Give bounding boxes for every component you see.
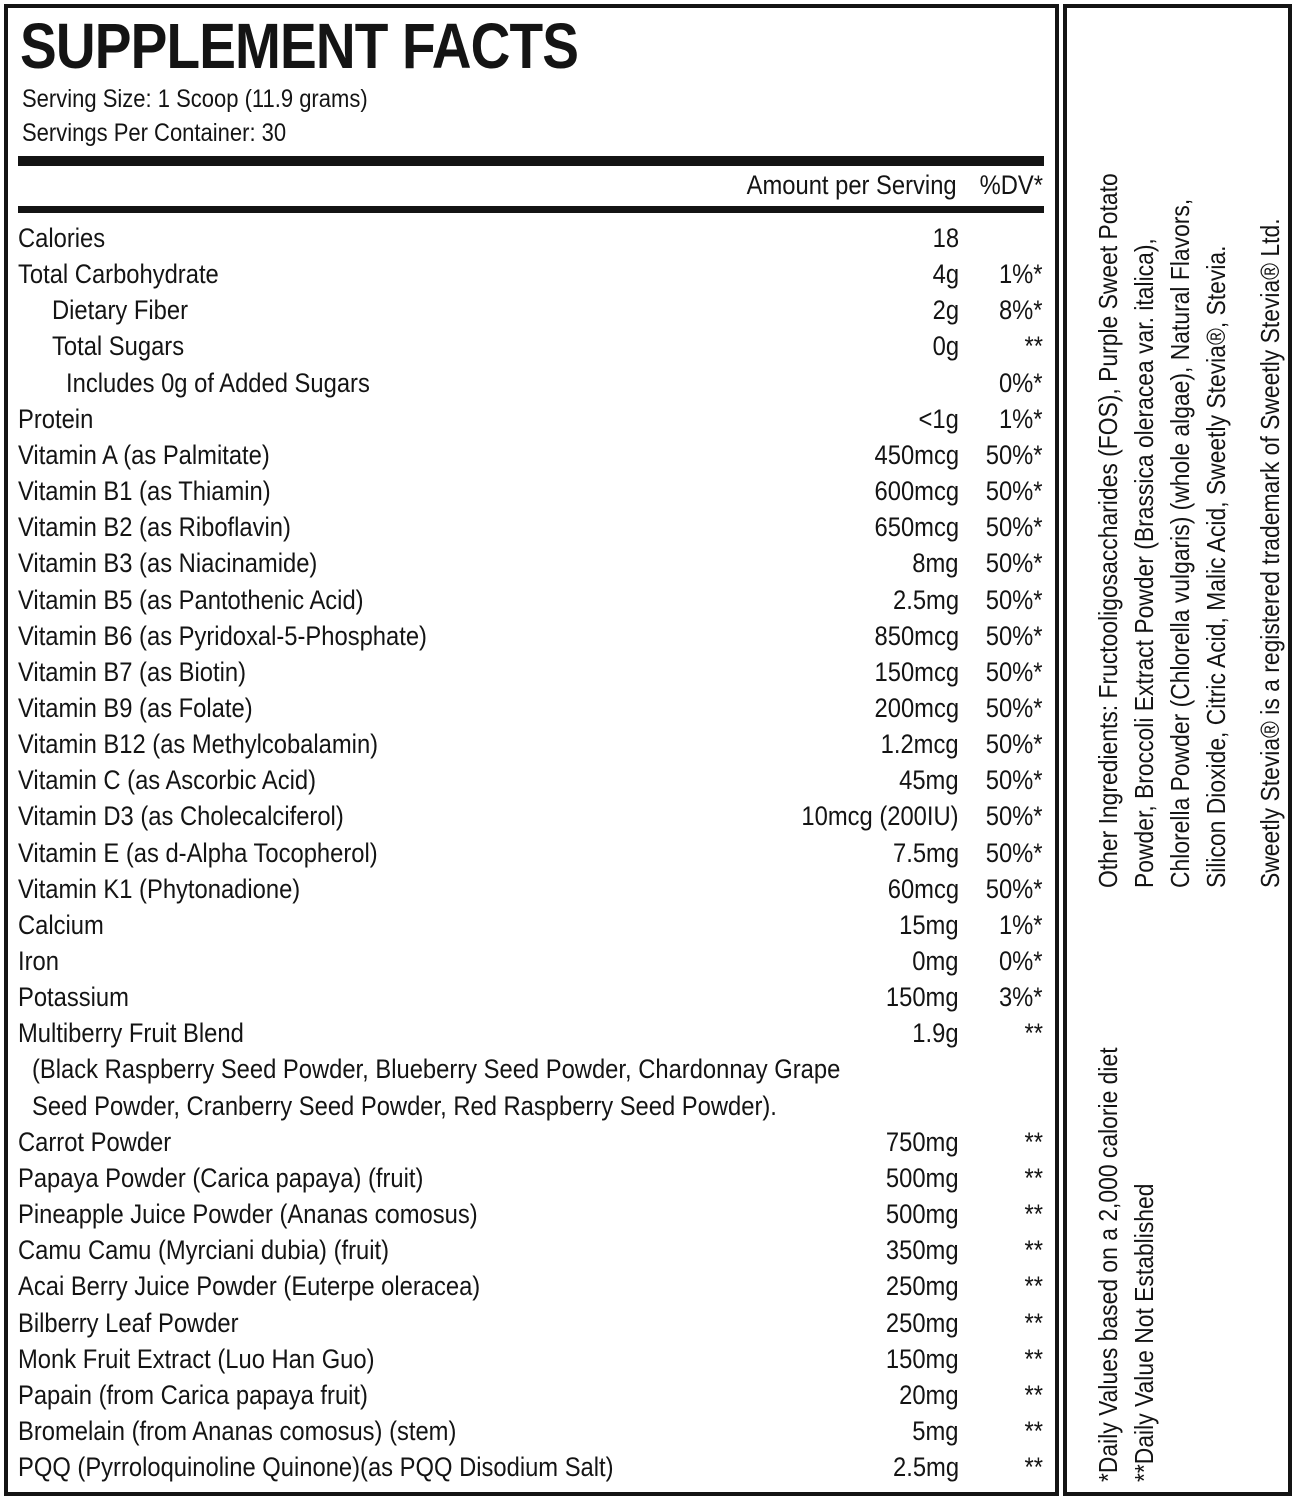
- nutrient-amount: <1g: [918, 403, 959, 434]
- nutrient-name: PQQ (Pyrroloquinoline Quinone)(as PQQ Disodium Salt): [18, 1452, 614, 1483]
- nutrient-name: Potassium: [18, 982, 129, 1013]
- nutrient-name: Vitamin B3 (as Niacinamide): [18, 548, 318, 579]
- nutrient-row: [0, 1232, 1059, 1268]
- label-title: SUPPLEMENT FACTS: [20, 10, 579, 82]
- thick-divider: [18, 156, 1044, 166]
- nutrient-name: Papain (from Carica papaya fruit): [18, 1379, 368, 1410]
- nutrient-name: Monk Fruit Extract (Luo Han Guo): [18, 1343, 375, 1374]
- nutrient-dv: **: [1024, 1307, 1043, 1338]
- nutrient-name: Includes 0g of Added Sugars: [66, 367, 370, 398]
- nutrient-amount: 10mcg (200IU): [801, 801, 959, 832]
- nutrient-row: [0, 328, 1059, 364]
- footnote-daily-values: *Daily Values based on a 2,000 calorie diet: [1093, 1047, 1123, 1482]
- trademark-notice: Sweetly Stevia® is a registered trademark of Sweetly Stevia® Ltd.: [1255, 218, 1285, 888]
- nutrient-dv: 1%*: [999, 403, 1043, 434]
- nutrient-name: Acai Berry Juice Powder (Euterpe oleracea): [18, 1271, 481, 1302]
- nutrient-amount: 0g: [932, 331, 959, 362]
- nutrient-dv: 50%*: [986, 873, 1043, 904]
- nutrient-row: [0, 618, 1059, 654]
- nutrient-dv: 50%*: [986, 439, 1043, 470]
- nutrient-amount: 1.9g: [912, 1018, 959, 1049]
- nutrient-row: [0, 762, 1059, 798]
- nutrient-row: [0, 943, 1059, 979]
- footnote-not-established: **Daily Value Not Established: [1129, 1183, 1159, 1482]
- nutrient-name: Total Carbohydrate: [18, 259, 219, 290]
- nutrient-amount: 2g: [932, 295, 959, 326]
- nutrient-dv: **: [1024, 1018, 1043, 1049]
- other-ingredients-line: Silicon Dioxide, Citric Acid, Malic Acid, Sweetly Stevia®, Stevia.: [1201, 245, 1231, 888]
- nutrient-row: [0, 1377, 1059, 1413]
- header-divider: [18, 206, 1044, 213]
- nutrient-row: [0, 871, 1059, 907]
- nutrient-row: [0, 1305, 1059, 1341]
- nutrient-dv: 50%*: [986, 512, 1043, 543]
- nutrient-name: Carrot Powder: [18, 1126, 172, 1157]
- other-ingredients-panel: [1090, 38, 1295, 888]
- nutrient-dv: **: [1024, 331, 1043, 362]
- nutrient-row: [0, 545, 1059, 581]
- nutrient-amount: 45mg: [899, 765, 959, 796]
- nutrient-name: Vitamin E (as d-Alpha Tocopherol): [18, 837, 378, 868]
- nutrient-row: [0, 690, 1059, 726]
- nutrient-name: Calories: [18, 223, 106, 253]
- nutrient-amount: 500mg: [886, 1199, 959, 1230]
- nutrient-dv: 50%*: [986, 620, 1043, 651]
- nutrient-dv: **: [1024, 1343, 1043, 1374]
- other-ingredients-line: Other Ingredients: Fructooligosaccharides (FOS), Purple Sweet Potato: [1093, 173, 1123, 888]
- nutrient-dv: 50%*: [986, 801, 1043, 832]
- nutrient-row: [0, 1449, 1059, 1485]
- nutrient-amount: 150mg: [886, 982, 959, 1013]
- nutrient-dv: 3%*: [999, 982, 1043, 1013]
- nutrient-row: [0, 907, 1059, 943]
- nutrient-name: Vitamin B7 (as Biotin): [18, 656, 247, 687]
- nutrient-name: Vitamin D3 (as Cholecalciferol): [18, 801, 344, 832]
- nutrient-amount: 500mg: [886, 1162, 959, 1193]
- nutrient-amount: 2.5mg: [892, 584, 959, 615]
- nutrient-name: Total Sugars: [52, 331, 185, 362]
- nutrient-dv: 50%*: [986, 729, 1043, 760]
- nutrient-dv: **: [1024, 1162, 1043, 1193]
- nutrient-dv: 0%*: [999, 946, 1043, 976]
- nutrient-amount: 60mcg: [887, 873, 959, 904]
- nutrient-dv: 8%*: [999, 295, 1043, 326]
- nutrient-row: [0, 256, 1059, 292]
- nutrient-row: [0, 401, 1059, 437]
- nutrient-dv: 50%*: [986, 837, 1043, 868]
- servings-per-container: Servings Per Container: 30: [22, 119, 287, 147]
- nutrient-dv: **: [1024, 1379, 1043, 1410]
- nutrient-dv: 1%*: [999, 259, 1043, 290]
- nutrient-row: [0, 726, 1059, 762]
- nutrient-name: Multiberry Fruit Blend: [18, 1018, 244, 1049]
- nutrient-amount: 18: [932, 223, 959, 253]
- nutrient-dv: **: [1024, 1199, 1043, 1230]
- other-ingredients-line: Chlorella Powder (Chlorella vulgaris) (whole algae), Natural Flavors,: [1165, 198, 1195, 888]
- nutrient-row: [0, 220, 1059, 256]
- nutrient-dv: 50%*: [986, 765, 1043, 796]
- nutrient-amount: 1.2mcg: [881, 729, 959, 760]
- nutrient-amount: 450mcg: [874, 439, 959, 470]
- nutrient-name: Vitamin C (as Ascorbic Acid): [18, 765, 316, 796]
- nutrient-name: Papaya Powder (Carica papaya) (fruit): [18, 1162, 424, 1193]
- nutrient-row: [0, 1015, 1059, 1051]
- nutrient-row: [0, 1413, 1059, 1449]
- nutrient-amount: 600mcg: [874, 476, 959, 507]
- nutrient-amount: 200mcg: [874, 692, 959, 723]
- nutrient-row: [0, 1268, 1059, 1304]
- nutrient-dv: 50%*: [986, 584, 1043, 615]
- nutrient-amount: 150mcg: [874, 656, 959, 687]
- nutrient-dv: 50%*: [986, 476, 1043, 507]
- nutrient-row: [0, 1160, 1059, 1196]
- nutrient-amount: 150mg: [886, 1343, 959, 1374]
- nutrient-name: Pineapple Juice Powder (Ananas comosus): [18, 1199, 478, 1230]
- nutrient-row: [0, 835, 1059, 871]
- nutrient-table: [0, 220, 1059, 1490]
- nutrient-name: Vitamin B9 (as Folate): [18, 692, 253, 723]
- nutrient-name: Calcium: [18, 909, 104, 940]
- nutrient-amount: 250mg: [886, 1271, 959, 1302]
- nutrient-row: [0, 1341, 1059, 1377]
- nutrient-name: Vitamin B2 (as Riboflavin): [18, 512, 291, 543]
- nutrient-name: Vitamin B5 (as Pantothenic Acid): [18, 584, 364, 615]
- nutrient-amount: 350mg: [886, 1235, 959, 1266]
- nutrient-name: Protein: [18, 403, 94, 434]
- serving-size: Serving Size: 1 Scoop (11.9 grams): [22, 85, 368, 113]
- nutrient-amount: 250mg: [886, 1307, 959, 1338]
- dv-column-header: %DV*: [979, 170, 1043, 200]
- nutrient-amount: 5mg: [912, 1415, 959, 1446]
- nutrient-name: Dietary Fiber: [52, 295, 189, 326]
- nutrient-dv: 0%*: [999, 367, 1043, 398]
- nutrient-row: [0, 1196, 1059, 1232]
- amount-column-header: Amount per Serving: [747, 170, 957, 200]
- nutrient-name: Vitamin B12 (as Methylcobalamin): [18, 729, 379, 760]
- nutrient-row: [0, 798, 1059, 834]
- footnotes: [1090, 942, 1170, 1482]
- nutrient-amount: 2.5mg: [892, 1452, 959, 1483]
- nutrient-row: [0, 292, 1059, 328]
- nutrient-dv: **: [1024, 1271, 1043, 1302]
- nutrient-row: [0, 1088, 1059, 1124]
- other-ingredients-line: Powder, Broccoli Extract Powder (Brassica oleracea var. italica),: [1129, 238, 1159, 888]
- nutrient-name: (Black Raspberry Seed Powder, Blueberry Seed Powder, Chardonnay Grape: [32, 1054, 841, 1085]
- nutrient-name: Vitamin A (as Palmitate): [18, 439, 270, 470]
- nutrient-row: [0, 654, 1059, 690]
- nutrient-name: Iron: [18, 946, 59, 976]
- nutrient-amount: 750mg: [886, 1126, 959, 1157]
- nutrient-amount: 850mcg: [874, 620, 959, 651]
- nutrient-name: Vitamin B1 (as Thiamin): [18, 476, 271, 507]
- nutrient-row: [0, 1051, 1059, 1087]
- nutrient-name: Camu Camu (Myrciani dubia) (fruit): [18, 1235, 390, 1266]
- nutrient-amount: 0mg: [912, 946, 959, 976]
- nutrient-row: [0, 473, 1059, 509]
- nutrient-amount: 4g: [932, 259, 959, 290]
- nutrient-dv: 1%*: [999, 909, 1043, 940]
- nutrient-name: Vitamin B6 (as Pyridoxal-5-Phosphate): [18, 620, 427, 651]
- nutrient-dv: **: [1024, 1235, 1043, 1266]
- nutrient-dv: 50%*: [986, 656, 1043, 687]
- nutrient-amount: 20mg: [899, 1379, 959, 1410]
- nutrient-row: [0, 1124, 1059, 1160]
- nutrient-name: Bromelain (from Ananas comosus) (stem): [18, 1415, 457, 1446]
- nutrient-name: Bilberry Leaf Powder: [18, 1307, 239, 1338]
- nutrient-row: [0, 365, 1059, 401]
- nutrient-row: [0, 509, 1059, 545]
- nutrient-amount: 7.5mg: [892, 837, 959, 868]
- nutrient-row: [0, 979, 1059, 1015]
- nutrient-row: [0, 582, 1059, 618]
- nutrient-name: Seed Powder, Cranberry Seed Powder, Red Raspberry Seed Powder).: [32, 1090, 777, 1121]
- nutrient-name: Vitamin K1 (Phytonadione): [18, 873, 301, 904]
- nutrient-amount: 8mg: [912, 548, 959, 579]
- nutrient-dv: 50%*: [986, 548, 1043, 579]
- nutrient-row: [0, 437, 1059, 473]
- nutrient-amount: 15mg: [899, 909, 959, 940]
- nutrient-amount: 650mcg: [874, 512, 959, 543]
- nutrient-dv: **: [1024, 1126, 1043, 1157]
- nutrient-dv: **: [1024, 1415, 1043, 1446]
- nutrient-dv: 50%*: [986, 692, 1043, 723]
- nutrient-dv: **: [1024, 1452, 1043, 1483]
